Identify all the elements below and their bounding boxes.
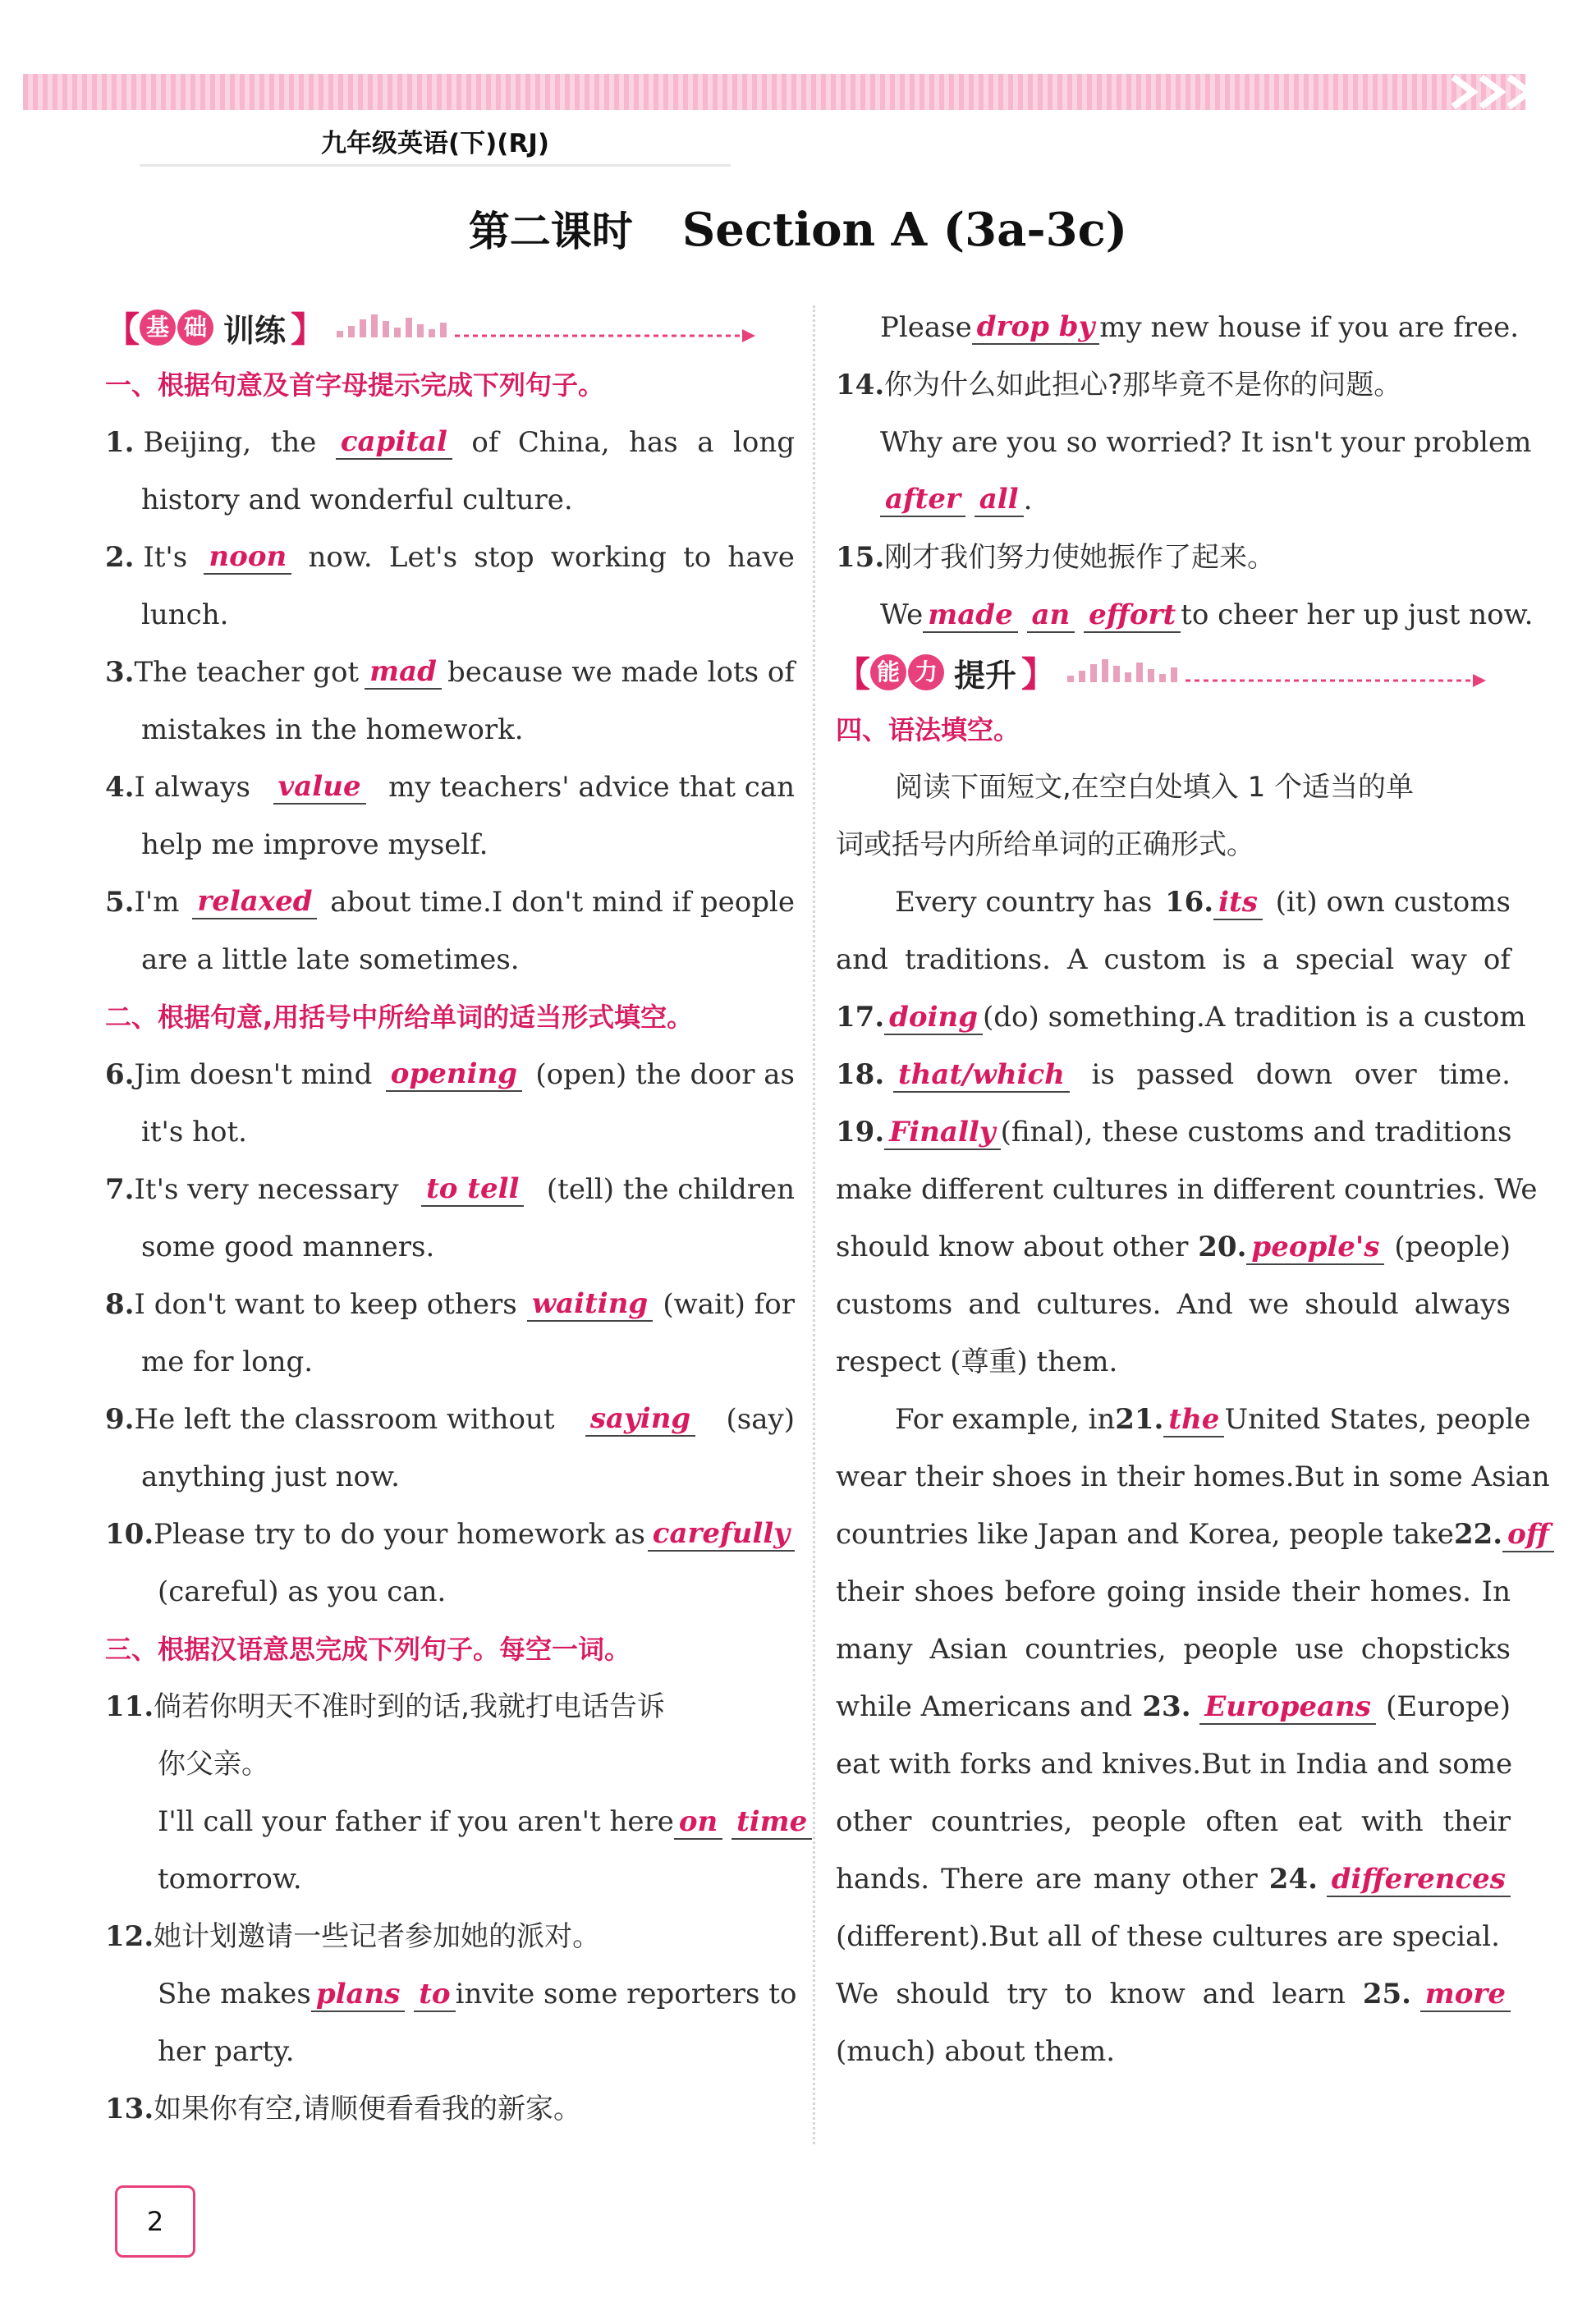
section-heading: 四、语法填空。: [836, 714, 1020, 745]
left-column: [105, 299, 808, 2138]
answer: differences: [1327, 1863, 1511, 1897]
question-line: [105, 1908, 795, 1965]
answer: time: [732, 1805, 812, 1840]
passage-line: [836, 1103, 1511, 1161]
column-divider: [813, 305, 815, 2144]
text: 如果你有空,请顺便看看我的新家。: [154, 2093, 581, 2125]
answer: that/which: [893, 1058, 1070, 1093]
text: (Europe): [1386, 1690, 1511, 1723]
question-line: help me improve myself.: [141, 828, 488, 861]
question-line: [105, 529, 795, 586]
question-line: Why are you so worried? It isn't your problem: [880, 426, 1532, 459]
blank-number: 21.: [1115, 1403, 1164, 1436]
text: should: [1305, 1288, 1399, 1321]
top-decor-band: [23, 74, 1525, 110]
answer: after: [880, 483, 965, 517]
question-number: 7.: [105, 1173, 135, 1206]
question-line: mistakes in the homework.: [141, 713, 524, 746]
text: have: [727, 541, 795, 574]
passage-line: (different).But all of these cultures are special.: [836, 1920, 1500, 1953]
text: long: [732, 426, 795, 459]
text: Jim doesn't mind: [134, 1058, 373, 1091]
question-line: [836, 529, 1511, 586]
text: a: [697, 426, 714, 459]
text: and: [836, 943, 888, 976]
question-number: 11.: [105, 1690, 154, 1723]
page-number: [115, 2185, 195, 2258]
question-line: [105, 1161, 795, 1218]
answer: capital: [336, 425, 452, 460]
text: their: [1291, 1575, 1360, 1608]
text: over: [1354, 1058, 1417, 1091]
text: Asian: [929, 1633, 1008, 1666]
question-line: history and wonderful culture.: [141, 484, 573, 516]
text: we: [1248, 1288, 1290, 1321]
answer: effort: [1084, 598, 1181, 633]
text: often: [1205, 1805, 1279, 1838]
text: United States, people: [1224, 1403, 1531, 1436]
text: my new house if you are free.: [1099, 311, 1520, 344]
bracket-open: 【: [105, 309, 140, 350]
banner-label: 提升: [954, 657, 1017, 694]
text: There: [941, 1863, 1025, 1896]
text: to cheer her up just now.: [1181, 598, 1534, 631]
answer: the: [1163, 1403, 1224, 1437]
answer: more: [1420, 1978, 1511, 2012]
question-line: [105, 873, 795, 931]
answer: Europeans: [1199, 1690, 1376, 1725]
text: And: [1176, 1288, 1233, 1321]
text: 她计划邀请一些记者参加她的派对。: [154, 1920, 601, 1953]
text: countries,: [930, 1805, 1073, 1838]
question-line: [836, 586, 1534, 644]
text: homes.: [1369, 1575, 1471, 1608]
text: We: [836, 1978, 879, 2011]
banner-badge: 础: [177, 309, 213, 346]
text: We: [880, 598, 924, 631]
question-line: [105, 1391, 795, 1448]
text: a: [1262, 943, 1279, 976]
text: 你为什么如此担心?那毕竟不是你的问题。: [884, 369, 1402, 401]
text: is: [1091, 1058, 1115, 1091]
text: The teacher got: [134, 656, 360, 689]
question-number: 3.: [105, 656, 135, 689]
text: special: [1295, 943, 1395, 976]
passage-line: respect (尊重) them.: [836, 1346, 1118, 1378]
question-line: me for long.: [141, 1346, 314, 1378]
question-line: [105, 759, 795, 816]
text: 倘若你明天不准时到的话,我就打电话告诉: [154, 1690, 665, 1723]
text: about time.I don't mind if people: [330, 886, 795, 919]
page-title: [0, 199, 1596, 258]
passage-line: make different cultures in different countries. We: [836, 1173, 1538, 1206]
blank-number: 22.: [1453, 1518, 1503, 1551]
text: .: [1023, 484, 1033, 516]
text: (people): [1394, 1231, 1511, 1263]
text: should: [896, 1978, 990, 2011]
answer: waiting: [527, 1287, 653, 1322]
text: For example, in: [895, 1403, 1116, 1436]
question-line: [105, 1793, 808, 1850]
chevron-right-icon: [1445, 72, 1552, 112]
answer: all: [975, 483, 1024, 517]
question-line: [836, 471, 1511, 529]
blank-number: 24.: [1268, 1863, 1318, 1896]
lesson-title-en: Section A (3a-3c): [681, 203, 1128, 257]
question-number: 1.: [105, 426, 135, 459]
grade-label: 九年级英语(下)(RJ): [320, 128, 550, 158]
answer: doing: [884, 1001, 983, 1035]
passage-line: [836, 1793, 1511, 1850]
section-heading: 三、根据汉语意思完成下列句子。每空一词。: [105, 1634, 631, 1665]
text: Please try to do your homework as: [154, 1518, 645, 1551]
question-number: 12.: [105, 1920, 154, 1953]
section-heading: 二、根据句意,用括号中所给单词的适当形式填空。: [105, 1002, 694, 1033]
text: In: [1481, 1575, 1511, 1608]
text: is: [1222, 943, 1246, 976]
question-line: her party.: [158, 2035, 295, 2068]
text: countries like Japan and Korea, people take: [836, 1518, 1454, 1551]
text: (wait) for: [663, 1288, 795, 1321]
text: while Americans and: [836, 1690, 1133, 1723]
text: China,: [517, 426, 610, 459]
section-banner-basic: [105, 299, 795, 356]
text: hands.: [836, 1863, 930, 1896]
passage-line: 阅读下面短文,在空白处填入 1 个适当的单: [895, 771, 1415, 804]
text: other: [836, 1805, 912, 1838]
question-line: [105, 1276, 795, 1333]
question-number: 15.: [836, 541, 885, 574]
text: should know about other: [836, 1231, 1189, 1263]
text: my teachers' advice that can: [388, 771, 795, 804]
passage-line: [836, 1046, 1511, 1103]
answer: value: [273, 770, 366, 805]
text: Let's: [388, 541, 458, 574]
text: their: [836, 1575, 904, 1608]
text: people: [1091, 1805, 1186, 1838]
passage-line: [836, 1506, 1549, 1563]
text: of: [471, 426, 499, 459]
question-line: [105, 644, 795, 701]
text: customs: [836, 1288, 953, 1321]
question-line: [105, 1678, 795, 1735]
text: now.: [308, 541, 373, 574]
text: (do) something.A tradition is a custom: [983, 1001, 1526, 1034]
answer: made: [923, 598, 1017, 633]
banner-badge: 能: [870, 654, 906, 690]
passage-line: (much) about them.: [836, 2035, 1116, 2068]
question-number: 8.: [105, 1288, 135, 1321]
text: eat: [1297, 1805, 1342, 1838]
answer: to: [414, 1978, 455, 2012]
text: shoes: [914, 1575, 994, 1608]
text: because we made lots of: [447, 656, 795, 689]
text: It's very necessary: [134, 1173, 399, 1206]
text: their: [1442, 1805, 1511, 1838]
passage-line: [836, 1391, 1531, 1448]
banner-label: 训练: [223, 312, 287, 349]
question-number: 4.: [105, 771, 135, 804]
text: use: [1295, 1633, 1344, 1666]
question-number: 6.: [105, 1058, 135, 1091]
text: He left the classroom without: [134, 1403, 555, 1436]
right-column: [836, 299, 1550, 2080]
answer: noon: [204, 540, 291, 575]
passage-line: [836, 1850, 1511, 1908]
page-number-label: 2: [146, 2206, 164, 2237]
text: I always: [134, 771, 250, 804]
text: has: [629, 426, 678, 459]
text: inside: [1196, 1575, 1282, 1608]
bracket-close: 】: [291, 309, 326, 350]
question-line: anything just now.: [141, 1460, 400, 1493]
text: Please: [880, 311, 972, 344]
question-line: 你父亲。: [158, 1748, 269, 1781]
section-banner-ability: [836, 644, 1511, 701]
blank-number: 19.: [836, 1116, 885, 1149]
text: going: [1106, 1575, 1186, 1608]
text: (it) own customs: [1275, 886, 1511, 919]
text: try: [1007, 1978, 1048, 2011]
passage-line: [836, 1218, 1511, 1276]
text: A: [1066, 943, 1088, 976]
text: many: [1093, 1863, 1171, 1896]
question-number: 5.: [105, 886, 135, 919]
passage-line: [836, 1678, 1511, 1735]
text: (open) the door as: [535, 1058, 795, 1091]
text: passed: [1136, 1058, 1235, 1091]
text: people: [1183, 1633, 1278, 1666]
passage-line: [836, 931, 1511, 988]
answer: opening: [386, 1057, 522, 1092]
question-line: tomorrow.: [158, 1863, 302, 1896]
answer: saying: [585, 1402, 695, 1437]
text: Every country has: [895, 886, 1153, 919]
answer: off: [1502, 1518, 1554, 1552]
text: time.: [1438, 1058, 1511, 1091]
text: down: [1255, 1058, 1332, 1091]
blank-number: 18.: [836, 1058, 885, 1091]
question-line: [105, 1046, 795, 1103]
blank-number: 20.: [1198, 1231, 1247, 1263]
banner-badge: 基: [140, 309, 176, 346]
question-number: 2.: [105, 541, 135, 574]
grade-tab: [140, 117, 731, 167]
question-line: are a little late sometimes.: [141, 943, 520, 976]
answer: Finally: [884, 1116, 1000, 1150]
passage-line: [836, 1621, 1511, 1678]
passage-line: [836, 1276, 1511, 1333]
text: to: [1064, 1978, 1093, 2011]
passage-line: [836, 873, 1511, 931]
question-number: 14.: [836, 369, 885, 401]
text: traditions.: [904, 943, 1051, 976]
text: custom: [1103, 943, 1207, 976]
text: I'll call your father if you aren't here: [158, 1805, 674, 1838]
text: (final), these customs and traditions: [1000, 1116, 1512, 1149]
text: learn: [1272, 1978, 1346, 2011]
answer: to tell: [421, 1172, 524, 1207]
text: other: [1181, 1863, 1258, 1896]
text: countries,: [1025, 1633, 1167, 1666]
text: of: [1483, 943, 1511, 976]
text: (say): [726, 1403, 795, 1436]
answer: people's: [1246, 1231, 1384, 1265]
text: I don't want to keep others: [134, 1288, 517, 1321]
answer: mad: [365, 655, 442, 690]
passage-line: [836, 1563, 1511, 1621]
text: (tell) the children: [546, 1173, 795, 1206]
passage-line: [836, 988, 1526, 1046]
text: Beijing,: [143, 426, 252, 459]
answer: relaxed: [192, 885, 317, 919]
lesson-title-cn: 第二课时: [468, 208, 633, 255]
blank-number: 16.: [1164, 886, 1214, 919]
text: are: [1035, 1863, 1082, 1896]
section-heading: 一、根据句意及首字母提示完成下列句子。: [105, 369, 605, 401]
bracket-close: 】: [1021, 654, 1057, 695]
banner-badge: 力: [908, 654, 944, 690]
text: I'm: [134, 886, 180, 919]
text: way: [1410, 943, 1467, 976]
text: with: [1361, 1805, 1424, 1838]
answer: drop by: [972, 310, 1100, 345]
passage-line: eat with forks and knives.But in India and some: [836, 1748, 1513, 1781]
answer: on: [674, 1805, 722, 1840]
blank-number: 25.: [1362, 1978, 1411, 2011]
text: chopsticks: [1360, 1633, 1511, 1666]
passage-line: wear their shoes in their homes.But in some Asian: [836, 1460, 1550, 1493]
question-line: [105, 1506, 795, 1563]
text: and: [1202, 1978, 1255, 2011]
text: 刚才我们努力使她振作了起来。: [884, 541, 1276, 574]
dotted-arrow-icon: [332, 311, 759, 344]
text: many: [836, 1633, 913, 1666]
question-line: [836, 299, 1520, 356]
question-line: it's hot.: [141, 1116, 247, 1149]
question-line: [105, 414, 795, 471]
text: She makes: [158, 1978, 311, 2011]
text: stop: [474, 541, 534, 574]
text: and: [968, 1288, 1021, 1321]
answer: carefully: [648, 1517, 795, 1552]
text: working: [550, 541, 667, 574]
blank-number: 17.: [836, 1001, 885, 1034]
question-line: some good manners.: [141, 1231, 435, 1263]
text: invite some reporters to: [455, 1978, 797, 2011]
text: always: [1414, 1288, 1511, 1321]
text: to: [683, 541, 712, 574]
passage-line: 词或括号内所给单词的正确形式。: [836, 828, 1254, 861]
question-number: 10.: [105, 1518, 154, 1551]
question-line: [836, 356, 1511, 414]
question-number: 13.: [105, 2093, 154, 2125]
text: know: [1109, 1978, 1186, 2011]
question-line: [105, 1965, 795, 2023]
bracket-open: 【: [836, 654, 871, 695]
question-line: [105, 2080, 795, 2138]
text: cultures.: [1036, 1288, 1162, 1321]
text: the: [270, 426, 317, 459]
text: It's: [143, 541, 188, 574]
answer: an: [1027, 598, 1075, 633]
dotted-arrow-icon: [1062, 656, 1489, 689]
answer: its: [1213, 886, 1263, 920]
text: before: [1004, 1575, 1097, 1608]
passage-line: [836, 1965, 1511, 2023]
blank-number: 23.: [1142, 1690, 1191, 1723]
question-line: (careful) as you can.: [158, 1575, 447, 1608]
question-line: lunch.: [141, 598, 229, 631]
question-number: 9.: [105, 1403, 135, 1436]
answer: plans: [311, 1978, 406, 2012]
